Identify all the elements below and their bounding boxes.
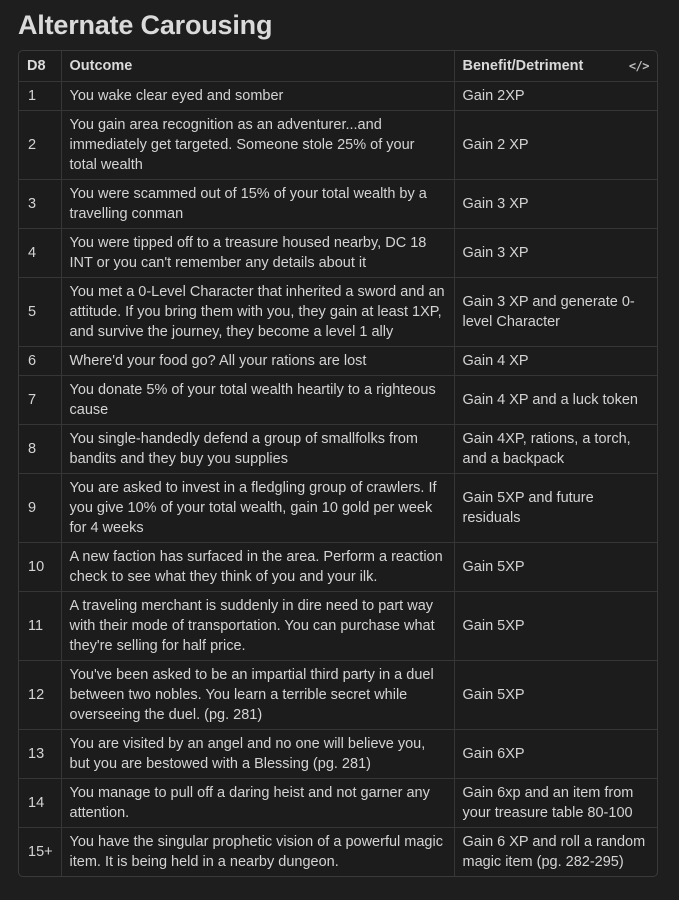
- roll-cell: 14: [19, 779, 61, 828]
- roll-cell: 12: [19, 661, 61, 730]
- benefit-cell: Gain 5XP: [454, 661, 658, 730]
- roll-cell: 4: [19, 229, 61, 278]
- benefit-cell: Gain 6 XP and roll a random magic item (pg. 282-295): [462, 834, 646, 870]
- page-title: Alternate Carousing: [18, 10, 273, 40]
- outcome-cell: You were scammed out of 15% of your total wealth by a travelling conman: [61, 180, 454, 229]
- roll-cell: 9: [19, 474, 61, 543]
- roll-cell: 5: [19, 278, 61, 347]
- table-row: [19, 592, 658, 661]
- table-row: [19, 347, 658, 376]
- table-row: [19, 828, 658, 877]
- benefit-cell: Gain 3 XP and generate 0-level Character: [454, 278, 658, 347]
- roll-cell: 15+: [19, 828, 61, 877]
- table-row: [19, 180, 658, 229]
- table-row: [19, 474, 658, 543]
- benefit-cell: Gain 3 XP: [454, 180, 658, 229]
- roll-cell: 11: [19, 592, 61, 661]
- outcome-cell: You met a 0-Level Character that inherited a sword and an attitude. If you bring them with you, they gain at least 1XP, and survive the journey, they become a level 1 ally: [61, 278, 454, 347]
- benefit-cell: Gain 4 XP and a luck token: [454, 376, 658, 425]
- benefit-cell: Gain 5XP: [454, 543, 658, 592]
- carousing-table-container: [18, 50, 658, 877]
- roll-cell: 8: [19, 425, 61, 474]
- roll-cell: 1: [19, 82, 61, 111]
- table-row: [19, 425, 658, 474]
- outcome-cell: You single-handedly defend a group of smallfolks from bandits and they buy you supplies: [61, 425, 454, 474]
- table-row: [19, 661, 658, 730]
- benefit-cell: Gain 5XP: [454, 592, 658, 661]
- column-header-benefit: [454, 51, 658, 82]
- outcome-cell: Where'd your food go? All your rations are lost: [61, 347, 454, 376]
- table-row: [19, 229, 658, 278]
- roll-cell: 7: [19, 376, 61, 425]
- roll-cell: 13: [19, 730, 61, 779]
- column-header-outcome: Outcome: [61, 51, 454, 82]
- table-row: [19, 730, 658, 779]
- outcome-cell: You manage to pull off a daring heist and not garner any attention.: [61, 779, 454, 828]
- code-view-icon[interactable]: </>: [628, 59, 649, 73]
- table-row: [19, 82, 658, 111]
- benefit-cell: Gain 2XP: [454, 82, 658, 111]
- table-row: [19, 376, 658, 425]
- table-row: [19, 111, 658, 180]
- outcome-cell: You were tipped off to a treasure housed nearby, DC 18 INT or you can't remember any details about it: [61, 229, 454, 278]
- outcome-cell: You've been asked to be an impartial third party in a duel between two nobles. You learn a terrible secret while overseeing the duel. (pg. 281): [61, 661, 454, 730]
- outcome-cell: You have the singular prophetic vision of a powerful magic item. It is being held in a nearby dungeon.: [61, 828, 454, 877]
- outcome-cell: A traveling merchant is suddenly in dire need to part way with their mode of transportation. You can purchase what they're selling for half price.: [61, 592, 454, 661]
- benefit-cell: Gain 4 XP: [454, 347, 658, 376]
- carousing-table: [19, 51, 658, 876]
- table-row: [19, 779, 658, 828]
- benefit-cell: Gain 2 XP: [454, 111, 658, 180]
- roll-cell: 6: [19, 347, 61, 376]
- outcome-cell: You gain area recognition as an adventurer...and immediately get targeted. Someone stole 25% of your total wealth: [61, 111, 454, 180]
- column-header-d8: D8: [19, 51, 61, 82]
- benefit-cell: Gain 4XP, rations, a torch, and a backpack: [454, 425, 658, 474]
- outcome-cell: A new faction has surfaced in the area. Perform a reaction check to see what they think of you and your ilk.: [61, 543, 454, 592]
- benefit-cell: Gain 3 XP: [454, 229, 658, 278]
- column-header-benefit-label: Benefit/Detriment: [462, 58, 584, 74]
- outcome-cell: You are asked to invest in a fledgling group of crawlers. If you give 10% of your total wealth, gain 10 gold per week for 4 weeks: [61, 474, 454, 543]
- benefit-cell: Gain 6XP: [454, 730, 658, 779]
- benefit-cell: Gain 6xp and an item from your treasure table 80-100: [454, 779, 658, 828]
- outcome-cell: You are visited by an angel and no one will believe you, but you are bestowed with a Blessing (pg. 281): [61, 730, 454, 779]
- outcome-cell: You wake clear eyed and somber: [61, 82, 454, 111]
- roll-cell: 10: [19, 543, 61, 592]
- roll-cell: 2: [19, 111, 61, 180]
- outcome-cell: You donate 5% of your total wealth heartily to a righteous cause: [61, 376, 454, 425]
- table-row: [19, 543, 658, 592]
- table-header-row: [19, 51, 658, 82]
- benefit-cell: Gain 5XP and future residuals: [454, 474, 658, 543]
- table-row: [19, 278, 658, 347]
- roll-cell: 3: [19, 180, 61, 229]
